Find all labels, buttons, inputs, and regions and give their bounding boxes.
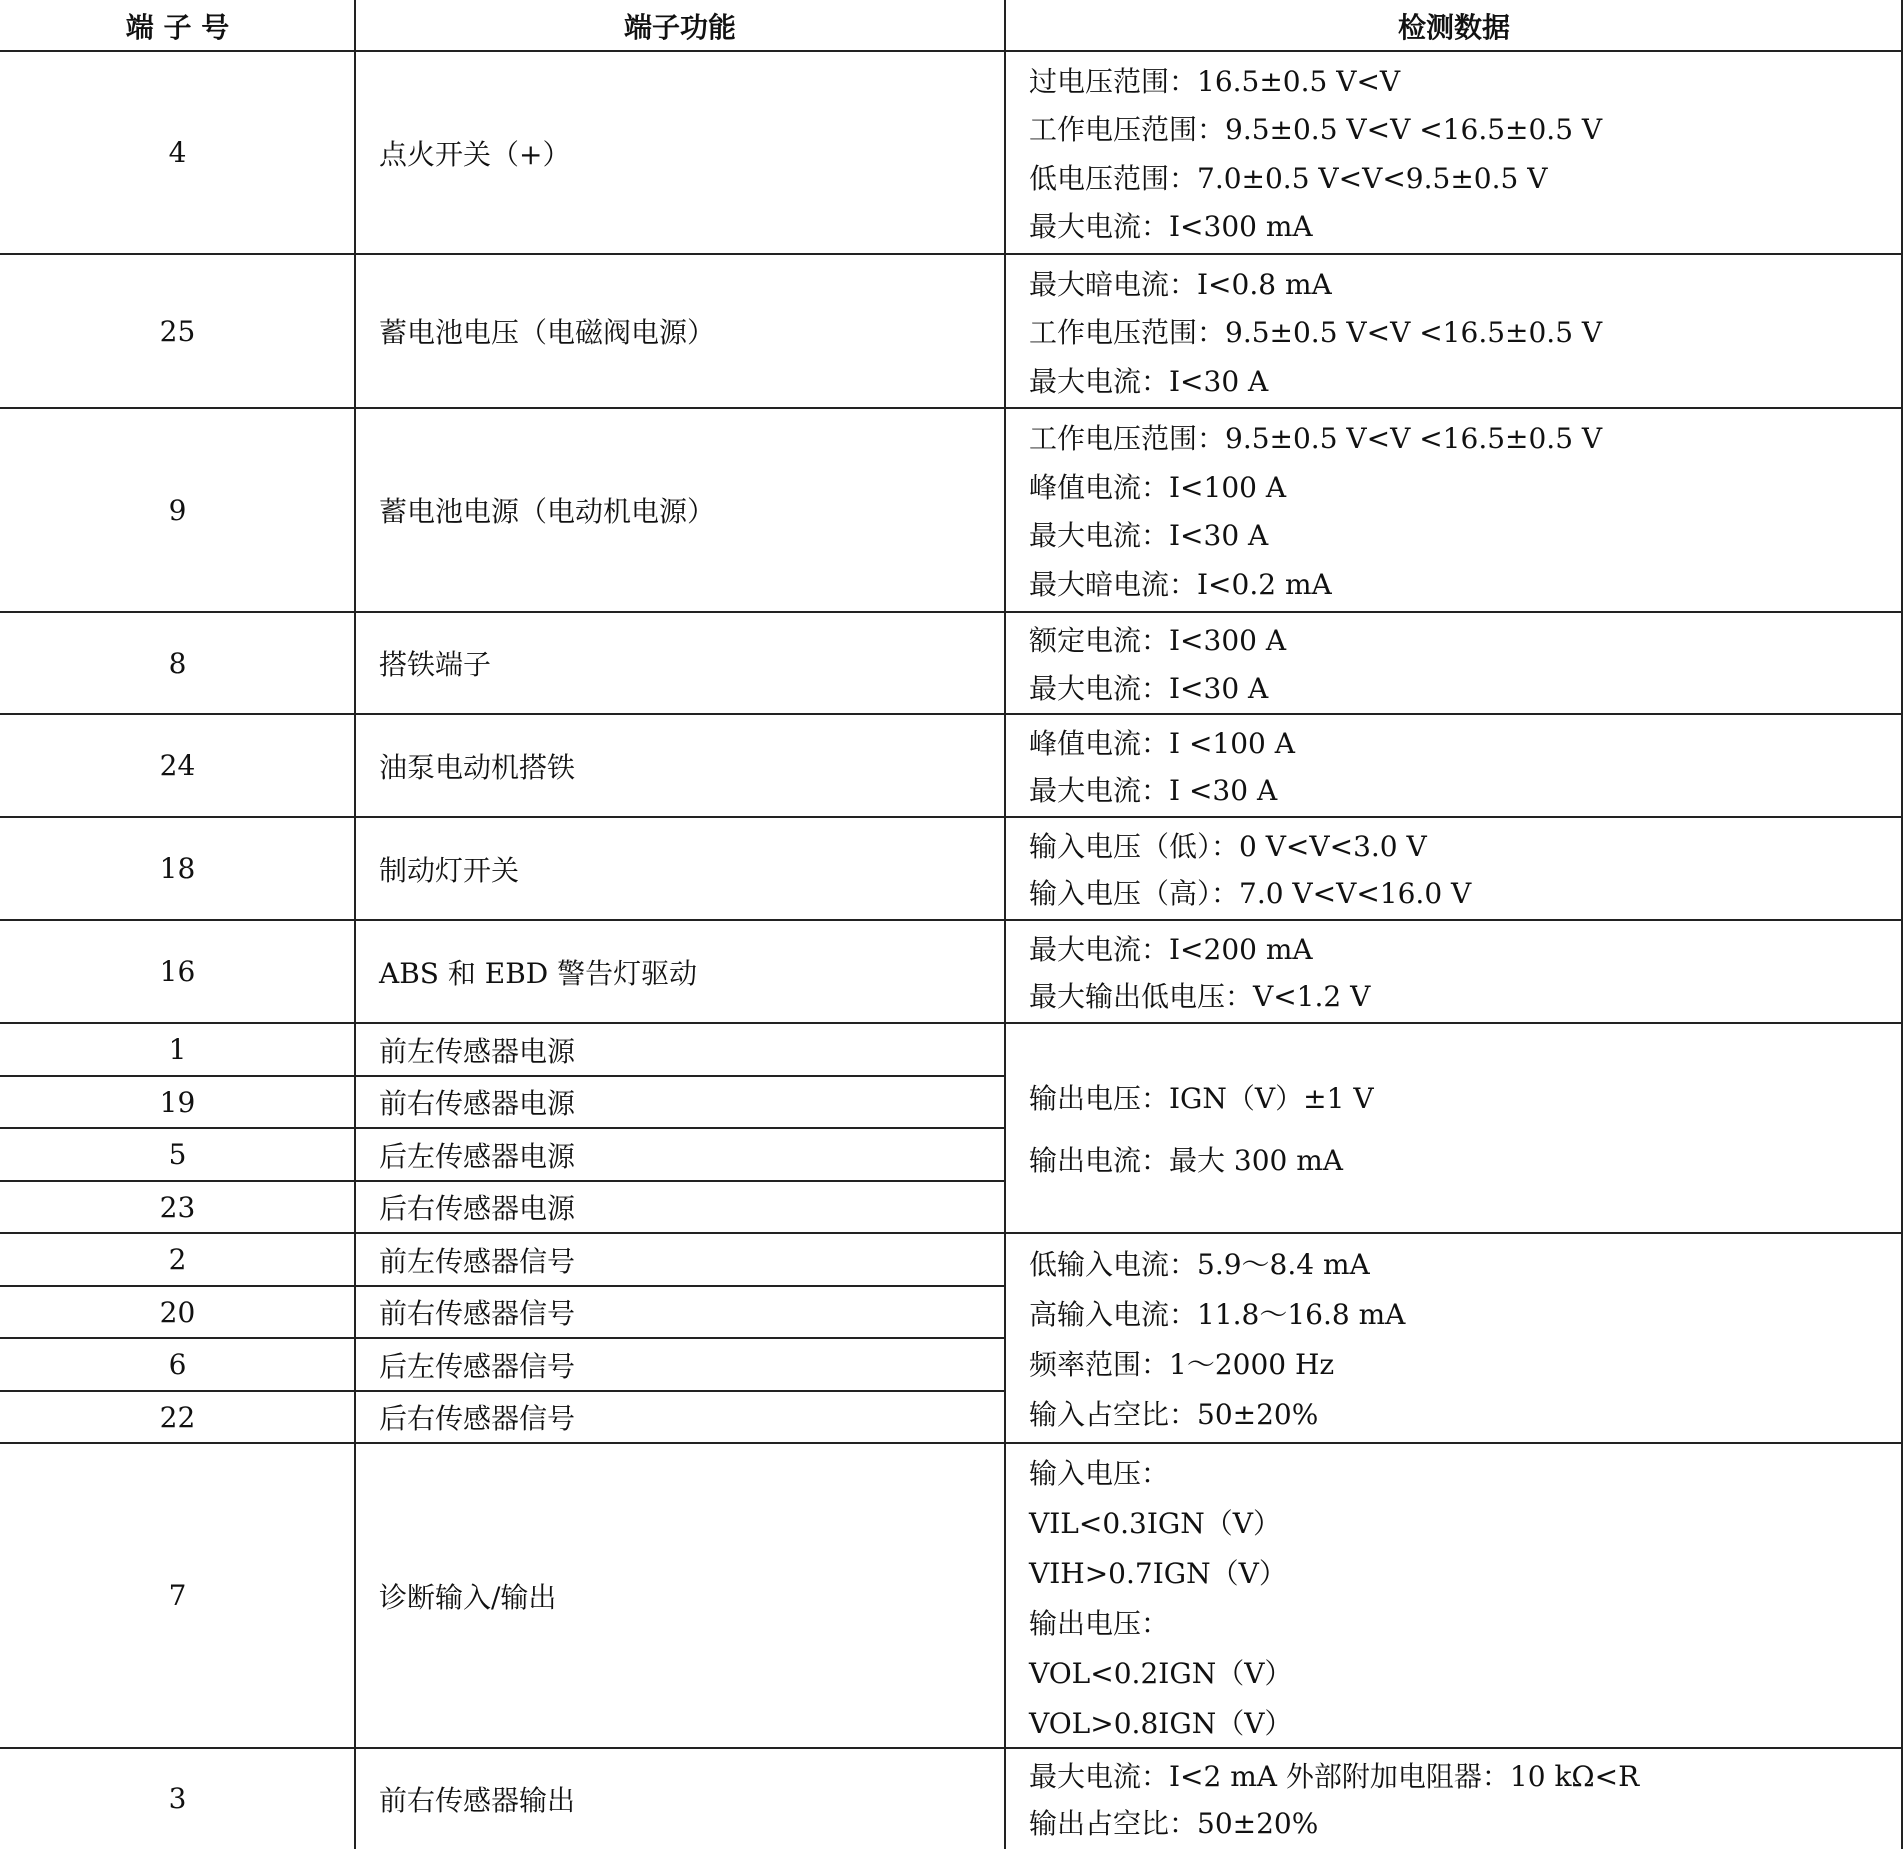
- test-data-line: 工作电压范围：9.5±0.5 V<V <16.5±0.5 V: [1029, 113, 1603, 147]
- terminal-number: 18: [159, 852, 196, 885]
- test-data-line: 输出占空比：50±20%: [1029, 1807, 1319, 1840]
- row-divider: [0, 1390, 1005, 1392]
- terminal-number: 19: [159, 1085, 196, 1119]
- test-data-line: VIL<0.3IGN（V）: [1029, 1507, 1282, 1540]
- terminal-function: 前左传感器电源: [379, 1034, 576, 1068]
- terminal-number: 3: [168, 1782, 187, 1815]
- test-data-line: 输出电流：最大 300 mA: [1029, 1144, 1344, 1177]
- test-data-line: 输入电压（低）：0 V<V<3.0 V: [1029, 829, 1427, 863]
- test-data-line: 最大电流：I<2 mA 外部附加电阻器：10 kΩ<R: [1029, 1760, 1640, 1793]
- column-divider: [1004, 0, 1006, 1849]
- test-data-line: 高输入电流：11.8～16.8 mA: [1029, 1298, 1406, 1331]
- terminal-function: 制动灯开关: [379, 853, 520, 887]
- row-divider: [0, 1180, 1005, 1182]
- test-data: [1005, 1023, 1903, 1233]
- terminal-number: 22: [159, 1400, 196, 1434]
- terminal-number: 6: [168, 1348, 187, 1381]
- terminal-number: 24: [159, 749, 196, 782]
- test-data-line: 低输入电流：5.9～8.4 mA: [1029, 1248, 1370, 1281]
- terminal-function: 诊断输入/输出: [379, 1580, 557, 1614]
- test-data-line: 工作电压范围：9.5±0.5 V<V <16.5±0.5 V: [1029, 421, 1603, 455]
- terminal-function: 搭铁端子: [379, 648, 492, 681]
- terminal-number: 16: [159, 955, 196, 988]
- terminal-function: 前右传感器信号: [379, 1297, 576, 1330]
- terminal-function: 后左传感器信号: [379, 1349, 576, 1383]
- terminal-number: 23: [159, 1190, 196, 1224]
- terminal-function: 前右传感器电源: [379, 1087, 576, 1120]
- terminal-function: 点火开关（+）: [379, 137, 571, 171]
- test-data: [1005, 920, 1903, 1023]
- test-data-line: 工作电压范围：9.5±0.5 V<V <16.5±0.5 V: [1029, 316, 1603, 349]
- test-data-line: 过电压范围：16.5±0.5 V<V: [1029, 64, 1401, 98]
- terminal-number: 9: [168, 493, 187, 527]
- row-divider: [0, 253, 1903, 255]
- test-data-line: 输入电压（高）：7.0 V<V<16.0 V: [1029, 877, 1472, 911]
- test-data-line: 最大暗电流：I<0.2 mA: [1029, 568, 1332, 602]
- terminal-number: 20: [159, 1295, 196, 1329]
- terminal-function: 前右传感器输出: [379, 1783, 576, 1817]
- terminal-number: 8: [168, 646, 187, 680]
- header-test-data: 检测数据: [1397, 10, 1510, 44]
- test-data: [1005, 408, 1903, 612]
- test-data-line: 最大电流：I<30 A: [1029, 519, 1269, 553]
- test-data: [1005, 714, 1903, 817]
- test-data-line: 最大电流：I<30 A: [1029, 364, 1269, 398]
- test-data: [1005, 1748, 1903, 1849]
- terminal-number: 7: [168, 1579, 187, 1612]
- row-divider: [0, 1075, 1005, 1077]
- row-divider: [0, 611, 1903, 613]
- terminal-number: 1: [168, 1033, 187, 1066]
- row-divider: [0, 1285, 1005, 1287]
- test-data-line: 最大输出低电压：V<1.2 V: [1029, 980, 1371, 1014]
- test-data-line: 输入占空比：50±20%: [1029, 1398, 1319, 1431]
- test-data-line: 输出电压：IGN（V）±1 V: [1029, 1082, 1374, 1115]
- test-data: [1005, 1443, 1903, 1748]
- test-data-line: 最大电流：I<200 mA: [1029, 932, 1313, 966]
- test-data-line: VIH>0.7IGN（V）: [1029, 1557, 1287, 1590]
- terminal-function: 后右传感器信号: [379, 1402, 576, 1435]
- terminal-function: 后右传感器电源: [379, 1192, 576, 1225]
- test-data-line: 额定电流：I<300 A: [1029, 624, 1287, 658]
- test-data: [1005, 612, 1903, 714]
- terminal-function: 前左传感器信号: [379, 1244, 576, 1278]
- row-divider: [0, 1022, 1903, 1024]
- test-data-line: 峰值电流：I<100 A: [1029, 470, 1287, 504]
- test-data-line: VOL<0.2IGN（V）: [1029, 1657, 1293, 1690]
- test-data: [1005, 254, 1903, 408]
- terminal-function: ABS 和 EBD 警告灯驱动: [379, 956, 698, 990]
- terminal-number: 2: [168, 1243, 187, 1276]
- test-data-line: 频率范围：1～2000 Hz: [1029, 1348, 1335, 1381]
- row-divider: [0, 1747, 1903, 1749]
- row-divider: [0, 1232, 1903, 1234]
- test-data: [1005, 51, 1903, 254]
- row-divider: [0, 713, 1903, 715]
- header-terminal-function: 端子功能: [623, 10, 736, 44]
- terminal-number: 5: [168, 1138, 187, 1171]
- test-data-line: 最大电流：I<300 mA: [1029, 210, 1313, 244]
- row-divider: [0, 407, 1903, 409]
- test-data-line: VOL>0.8IGN（V）: [1029, 1707, 1293, 1740]
- row-divider: [0, 919, 1903, 921]
- terminal-number: 25: [159, 314, 196, 348]
- row-divider: [0, 816, 1903, 818]
- test-data-line: 峰值电流：I <100 A: [1029, 726, 1295, 760]
- test-data-line: 最大电流：I <30 A: [1029, 774, 1278, 808]
- row-divider: [0, 50, 1903, 52]
- test-data: [1005, 817, 1903, 920]
- test-data-line: 输出电压：: [1029, 1607, 1170, 1640]
- test-data-line: 输入电压：: [1029, 1457, 1170, 1490]
- terminal-function: 油泵电动机搭铁: [379, 750, 576, 784]
- test-data-line: 最大暗电流：I<0.8 mA: [1029, 267, 1332, 301]
- row-divider: [0, 1127, 1005, 1129]
- row-divider: [0, 1337, 1005, 1339]
- terminal-function: 蓄电池电源（电动机电源）: [379, 495, 716, 528]
- terminal-function: 蓄电池电压（电磁阀电源）: [379, 316, 716, 349]
- header-terminal-no: 端 子 号: [125, 10, 230, 44]
- test-data: [1005, 1233, 1903, 1443]
- test-data-line: 低电压范围：7.0±0.5 V<V<9.5±0.5 V: [1029, 161, 1548, 195]
- terminal-function: 后左传感器电源: [379, 1139, 576, 1173]
- test-data-line: 最大电流：I<30 A: [1029, 671, 1269, 705]
- column-divider: [354, 0, 356, 1849]
- row-divider: [0, 1442, 1903, 1444]
- terminal-number: 4: [168, 136, 187, 169]
